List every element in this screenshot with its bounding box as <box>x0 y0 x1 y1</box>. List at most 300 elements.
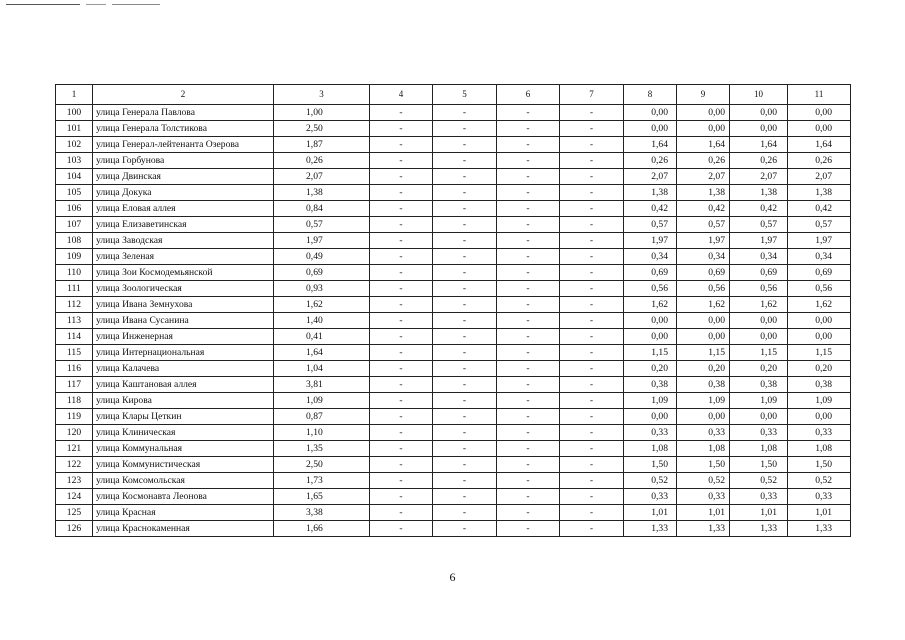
table-cell: 0,38 <box>624 377 677 393</box>
table-cell: 1,64 <box>677 137 730 153</box>
table-cell: - <box>497 265 560 281</box>
table-cell: 0,57 <box>730 217 788 233</box>
table-cell: улица Краснокаменная <box>93 521 274 537</box>
table-cell: - <box>370 105 433 121</box>
table-cell: - <box>370 329 433 345</box>
table-row <box>56 505 851 521</box>
table-cell: 121 <box>56 441 93 457</box>
table-cell: - <box>370 489 433 505</box>
table-cell: 0,33 <box>624 425 677 441</box>
table-cell: улица Инженерная <box>93 329 274 345</box>
table-cell: улица Ивана Сусанина <box>93 313 274 329</box>
table-cell: 1,09 <box>274 393 370 409</box>
table-cell: 1,64 <box>730 137 788 153</box>
table-cell: 0,38 <box>788 377 851 393</box>
table-cell: 0,69 <box>274 265 370 281</box>
table-cell: 1,50 <box>788 457 851 473</box>
table-cell: - <box>497 329 560 345</box>
table-cell: - <box>370 169 433 185</box>
table-cell: - <box>497 409 560 425</box>
table-cell: - <box>497 185 560 201</box>
table-cell: - <box>497 313 560 329</box>
table-cell: улица Зои Космодемьянской <box>93 265 274 281</box>
table-cell: - <box>433 217 497 233</box>
table-cell: - <box>433 201 497 217</box>
table-cell: - <box>560 345 624 361</box>
table-cell: 1,64 <box>624 137 677 153</box>
scan-mark <box>112 4 160 5</box>
table-cell: - <box>497 217 560 233</box>
table-cell: 0,41 <box>274 329 370 345</box>
table-cell: 0,00 <box>730 409 788 425</box>
table-cell: 1,97 <box>677 233 730 249</box>
table-cell: 1,09 <box>788 393 851 409</box>
table-row <box>56 281 851 297</box>
table-cell: - <box>370 265 433 281</box>
table-cell: 102 <box>56 137 93 153</box>
table-row <box>56 121 851 137</box>
table-cell: 0,26 <box>788 153 851 169</box>
table-cell: - <box>370 473 433 489</box>
table-cell: 1,33 <box>788 521 851 537</box>
table-cell: 2,07 <box>730 169 788 185</box>
table-cell: - <box>497 201 560 217</box>
table-cell: - <box>497 457 560 473</box>
table-row <box>56 137 851 153</box>
table-cell: 1,15 <box>677 345 730 361</box>
table-cell: - <box>433 425 497 441</box>
column-header: 9 <box>677 85 730 105</box>
table-cell: - <box>433 281 497 297</box>
table-cell: 0,52 <box>624 473 677 489</box>
table-cell: 0,00 <box>624 121 677 137</box>
table-cell: - <box>560 313 624 329</box>
table-cell: - <box>497 345 560 361</box>
table-cell: - <box>370 121 433 137</box>
table-cell: 1,38 <box>730 185 788 201</box>
table-cell: 0,69 <box>677 265 730 281</box>
table-cell: 0,20 <box>624 361 677 377</box>
table-cell: - <box>370 217 433 233</box>
table-cell: - <box>497 425 560 441</box>
table-cell: 0,52 <box>677 473 730 489</box>
table-cell: - <box>560 105 624 121</box>
table-cell: 0,38 <box>730 377 788 393</box>
table-cell: 114 <box>56 329 93 345</box>
table-cell: - <box>370 137 433 153</box>
column-header: 11 <box>788 85 851 105</box>
table-row <box>56 169 851 185</box>
table-cell: - <box>370 457 433 473</box>
table-cell: - <box>560 521 624 537</box>
table-cell: 1,04 <box>274 361 370 377</box>
table-cell: 0,00 <box>788 121 851 137</box>
table-cell: улица Ивана Земнухова <box>93 297 274 313</box>
table-cell: 1,15 <box>788 345 851 361</box>
table-cell: 0,57 <box>677 217 730 233</box>
table-cell: - <box>497 233 560 249</box>
table-row <box>56 249 851 265</box>
table-cell: 113 <box>56 313 93 329</box>
table-row <box>56 377 851 393</box>
table-cell: 0,56 <box>730 281 788 297</box>
table-row <box>56 217 851 233</box>
table-cell: - <box>560 153 624 169</box>
table-row <box>56 201 851 217</box>
table-cell: 0,56 <box>624 281 677 297</box>
column-header: 7 <box>560 85 624 105</box>
table-cell: 1,73 <box>274 473 370 489</box>
table-cell: 1,97 <box>730 233 788 249</box>
table-header-row <box>56 85 851 105</box>
table-cell: 0,00 <box>788 313 851 329</box>
table-cell: 100 <box>56 105 93 121</box>
table-cell: - <box>497 521 560 537</box>
table-cell: 1,38 <box>274 185 370 201</box>
table-cell: улица Кирова <box>93 393 274 409</box>
table-cell: улица Двинская <box>93 169 274 185</box>
table-cell: 1,00 <box>274 105 370 121</box>
table-cell: 1,35 <box>274 441 370 457</box>
table-cell: улица Горбунова <box>93 153 274 169</box>
table-cell: 0,93 <box>274 281 370 297</box>
table-cell: 0,57 <box>624 217 677 233</box>
table-cell: 1,50 <box>677 457 730 473</box>
table-cell: - <box>370 345 433 361</box>
table-row <box>56 153 851 169</box>
column-header: 10 <box>730 85 788 105</box>
table-cell: 1,38 <box>788 185 851 201</box>
table-cell: - <box>433 137 497 153</box>
table-cell: 0,33 <box>730 489 788 505</box>
table-cell: - <box>560 489 624 505</box>
table-cell: 0,00 <box>624 409 677 425</box>
table-row <box>56 313 851 329</box>
scan-mark <box>86 4 106 5</box>
table-cell: улица Красная <box>93 505 274 521</box>
table-cell: 0,57 <box>788 217 851 233</box>
table-cell: - <box>433 409 497 425</box>
table-cell: улица Интернациональная <box>93 345 274 361</box>
table-cell: - <box>497 297 560 313</box>
column-header: 2 <box>93 85 274 105</box>
table-cell: - <box>560 249 624 265</box>
table-cell: 0,00 <box>624 105 677 121</box>
table-cell: 109 <box>56 249 93 265</box>
table-cell: улица Каштановая аллея <box>93 377 274 393</box>
table-cell: - <box>433 265 497 281</box>
table-cell: 1,15 <box>624 345 677 361</box>
table-cell: - <box>370 233 433 249</box>
table-row <box>56 265 851 281</box>
table-cell: - <box>433 329 497 345</box>
scan-mark <box>6 4 80 5</box>
table-cell: 1,66 <box>274 521 370 537</box>
table-cell: - <box>560 441 624 457</box>
table-cell: - <box>433 169 497 185</box>
table-cell: 2,07 <box>677 169 730 185</box>
table-cell: 1,40 <box>274 313 370 329</box>
table-cell: улица Генерал-лейтенанта Озерова <box>93 137 274 153</box>
table-cell: 115 <box>56 345 93 361</box>
table-cell: 1,33 <box>730 521 788 537</box>
table-cell: - <box>370 377 433 393</box>
table-cell: - <box>560 425 624 441</box>
table-cell: - <box>370 297 433 313</box>
table-cell: 103 <box>56 153 93 169</box>
table-cell: 3,81 <box>274 377 370 393</box>
table-cell: - <box>560 265 624 281</box>
table-cell: - <box>433 185 497 201</box>
table-cell: улица Еловая аллея <box>93 201 274 217</box>
table-cell: - <box>497 473 560 489</box>
table-row <box>56 329 851 345</box>
table-cell: улица Зоологическая <box>93 281 274 297</box>
table-cell: - <box>560 121 624 137</box>
table-cell: 106 <box>56 201 93 217</box>
table-row <box>56 521 851 537</box>
table-cell: 0,00 <box>788 409 851 425</box>
table-cell: 0,52 <box>788 473 851 489</box>
table-cell: 1,87 <box>274 137 370 153</box>
table-cell: улица Генерала Павлова <box>93 105 274 121</box>
table-cell: 0,42 <box>730 201 788 217</box>
table-row <box>56 361 851 377</box>
table-cell: 0,57 <box>274 217 370 233</box>
table-cell: 111 <box>56 281 93 297</box>
table-cell: - <box>560 297 624 313</box>
table-cell: 1,97 <box>624 233 677 249</box>
table-cell: 0,33 <box>677 425 730 441</box>
table-cell: - <box>497 361 560 377</box>
table-row <box>56 409 851 425</box>
table-cell: - <box>370 521 433 537</box>
table-cell: улица Комсомольская <box>93 473 274 489</box>
table-cell: 126 <box>56 521 93 537</box>
table-cell: 1,64 <box>788 137 851 153</box>
table-cell: улица Генерала Толстикова <box>93 121 274 137</box>
table-cell: - <box>433 233 497 249</box>
table-row <box>56 393 851 409</box>
table-cell: 0,33 <box>788 425 851 441</box>
table-cell: - <box>560 473 624 489</box>
table-cell: - <box>370 313 433 329</box>
table-cell: 1,09 <box>730 393 788 409</box>
table-cell: 108 <box>56 233 93 249</box>
table-cell: 1,01 <box>677 505 730 521</box>
table-cell: 2,07 <box>274 169 370 185</box>
table-cell: - <box>560 393 624 409</box>
table-cell: - <box>370 281 433 297</box>
table-cell: улица Коммунальная <box>93 441 274 457</box>
table-cell: - <box>560 185 624 201</box>
table-cell: 0,00 <box>788 329 851 345</box>
column-header: 3 <box>274 85 370 105</box>
table-cell: - <box>433 441 497 457</box>
table-cell: - <box>497 393 560 409</box>
table-cell: - <box>560 505 624 521</box>
table-cell: улица Зеленая <box>93 249 274 265</box>
table-cell: 0,52 <box>730 473 788 489</box>
table-cell: 107 <box>56 217 93 233</box>
column-header: 5 <box>433 85 497 105</box>
table-cell: 0,00 <box>624 329 677 345</box>
table-cell: 1,09 <box>624 393 677 409</box>
table-cell: 1,33 <box>677 521 730 537</box>
table-row <box>56 345 851 361</box>
table-cell: 118 <box>56 393 93 409</box>
table-cell: 0,34 <box>730 249 788 265</box>
table-cell: 0,00 <box>624 313 677 329</box>
table-cell: 0,00 <box>788 105 851 121</box>
table-cell: 0,33 <box>730 425 788 441</box>
table-cell: 2,07 <box>624 169 677 185</box>
table-cell: - <box>433 505 497 521</box>
table-cell: - <box>370 201 433 217</box>
table-cell: 1,62 <box>788 297 851 313</box>
table-cell: 2,50 <box>274 457 370 473</box>
table-cell: - <box>560 377 624 393</box>
table-cell: - <box>497 169 560 185</box>
column-header: 1 <box>56 85 93 105</box>
table-cell: 1,38 <box>624 185 677 201</box>
table-cell: 1,65 <box>274 489 370 505</box>
column-header: 4 <box>370 85 433 105</box>
table-cell: улица Заводская <box>93 233 274 249</box>
table-cell: 1,62 <box>624 297 677 313</box>
table-cell: 1,01 <box>624 505 677 521</box>
table-cell: - <box>560 329 624 345</box>
table-cell: улица Клары Цеткин <box>93 409 274 425</box>
table-cell: 1,08 <box>677 441 730 457</box>
table-row <box>56 297 851 313</box>
table-cell: 0,84 <box>274 201 370 217</box>
table-cell: - <box>560 217 624 233</box>
table-cell: - <box>433 297 497 313</box>
table-cell: - <box>433 249 497 265</box>
table-cell: - <box>497 377 560 393</box>
table-cell: 0,87 <box>274 409 370 425</box>
table-cell: 0,49 <box>274 249 370 265</box>
table-cell: 0,26 <box>624 153 677 169</box>
table-cell: 1,15 <box>730 345 788 361</box>
table-cell: 1,64 <box>274 345 370 361</box>
table-cell: 0,00 <box>677 313 730 329</box>
table-cell: - <box>560 281 624 297</box>
table-cell: - <box>560 137 624 153</box>
table-cell: улица Елизаветинская <box>93 217 274 233</box>
table-row <box>56 105 851 121</box>
table-cell: 1,01 <box>788 505 851 521</box>
table-cell: 0,42 <box>677 201 730 217</box>
table-cell: 116 <box>56 361 93 377</box>
table-cell: улица Калачева <box>93 361 274 377</box>
table-cell: - <box>370 185 433 201</box>
table-cell: 101 <box>56 121 93 137</box>
table-cell: 120 <box>56 425 93 441</box>
table-cell: 3,38 <box>274 505 370 521</box>
table-cell: 1,08 <box>730 441 788 457</box>
table-cell: 0,20 <box>788 361 851 377</box>
table-cell: 0,26 <box>677 153 730 169</box>
table-cell: - <box>370 249 433 265</box>
table-cell: - <box>497 153 560 169</box>
table-cell: улица Клиническая <box>93 425 274 441</box>
table-row <box>56 425 851 441</box>
table-cell: 0,69 <box>624 265 677 281</box>
table-cell: - <box>497 505 560 521</box>
table-cell: - <box>560 409 624 425</box>
table-cell: 0,26 <box>274 153 370 169</box>
table-cell: 0,69 <box>788 265 851 281</box>
column-header: 8 <box>624 85 677 105</box>
table-cell: 0,00 <box>730 105 788 121</box>
table-cell: 1,09 <box>677 393 730 409</box>
table-cell: 0,26 <box>730 153 788 169</box>
page-number: 6 <box>449 570 456 584</box>
table-cell: - <box>433 105 497 121</box>
table-cell: 0,38 <box>677 377 730 393</box>
table-row <box>56 457 851 473</box>
table-cell: 1,62 <box>677 297 730 313</box>
table-cell: 0,33 <box>624 489 677 505</box>
table-cell: 1,08 <box>788 441 851 457</box>
table-cell: - <box>433 393 497 409</box>
table-cell: 2,07 <box>788 169 851 185</box>
table-cell: - <box>497 281 560 297</box>
table-cell: 0,42 <box>624 201 677 217</box>
street-table <box>55 84 851 537</box>
table-cell: 0,69 <box>730 265 788 281</box>
table-row <box>56 473 851 489</box>
table-cell: 0,00 <box>677 409 730 425</box>
table-cell: - <box>433 345 497 361</box>
table-cell: 0,56 <box>788 281 851 297</box>
table-cell: - <box>560 361 624 377</box>
table-cell: улица Коммунистическая <box>93 457 274 473</box>
table-cell: 1,62 <box>274 297 370 313</box>
table-cell: - <box>497 105 560 121</box>
table-cell: 0,56 <box>677 281 730 297</box>
table-cell: 0,00 <box>730 121 788 137</box>
table-cell: - <box>433 121 497 137</box>
table-cell: 1,50 <box>624 457 677 473</box>
table-cell: - <box>497 137 560 153</box>
table-cell: 1,62 <box>730 297 788 313</box>
table-cell: - <box>433 153 497 169</box>
table-cell: 0,33 <box>677 489 730 505</box>
table-row <box>56 441 851 457</box>
table-cell: - <box>560 169 624 185</box>
table-cell: 0,00 <box>677 329 730 345</box>
table-cell: 110 <box>56 265 93 281</box>
table-cell: 0,34 <box>624 249 677 265</box>
table-cell: улица Докука <box>93 185 274 201</box>
table-cell: - <box>370 361 433 377</box>
table-cell: 2,50 <box>274 121 370 137</box>
table-cell: 125 <box>56 505 93 521</box>
table-cell: - <box>560 457 624 473</box>
table-cell: - <box>370 153 433 169</box>
column-header: 6 <box>497 85 560 105</box>
table-cell: 0,00 <box>677 105 730 121</box>
table-cell: 0,00 <box>730 313 788 329</box>
table-cell: 123 <box>56 473 93 489</box>
table-cell: 0,34 <box>788 249 851 265</box>
table-cell: - <box>560 201 624 217</box>
table-cell: 0,42 <box>788 201 851 217</box>
table-cell: 0,00 <box>677 121 730 137</box>
